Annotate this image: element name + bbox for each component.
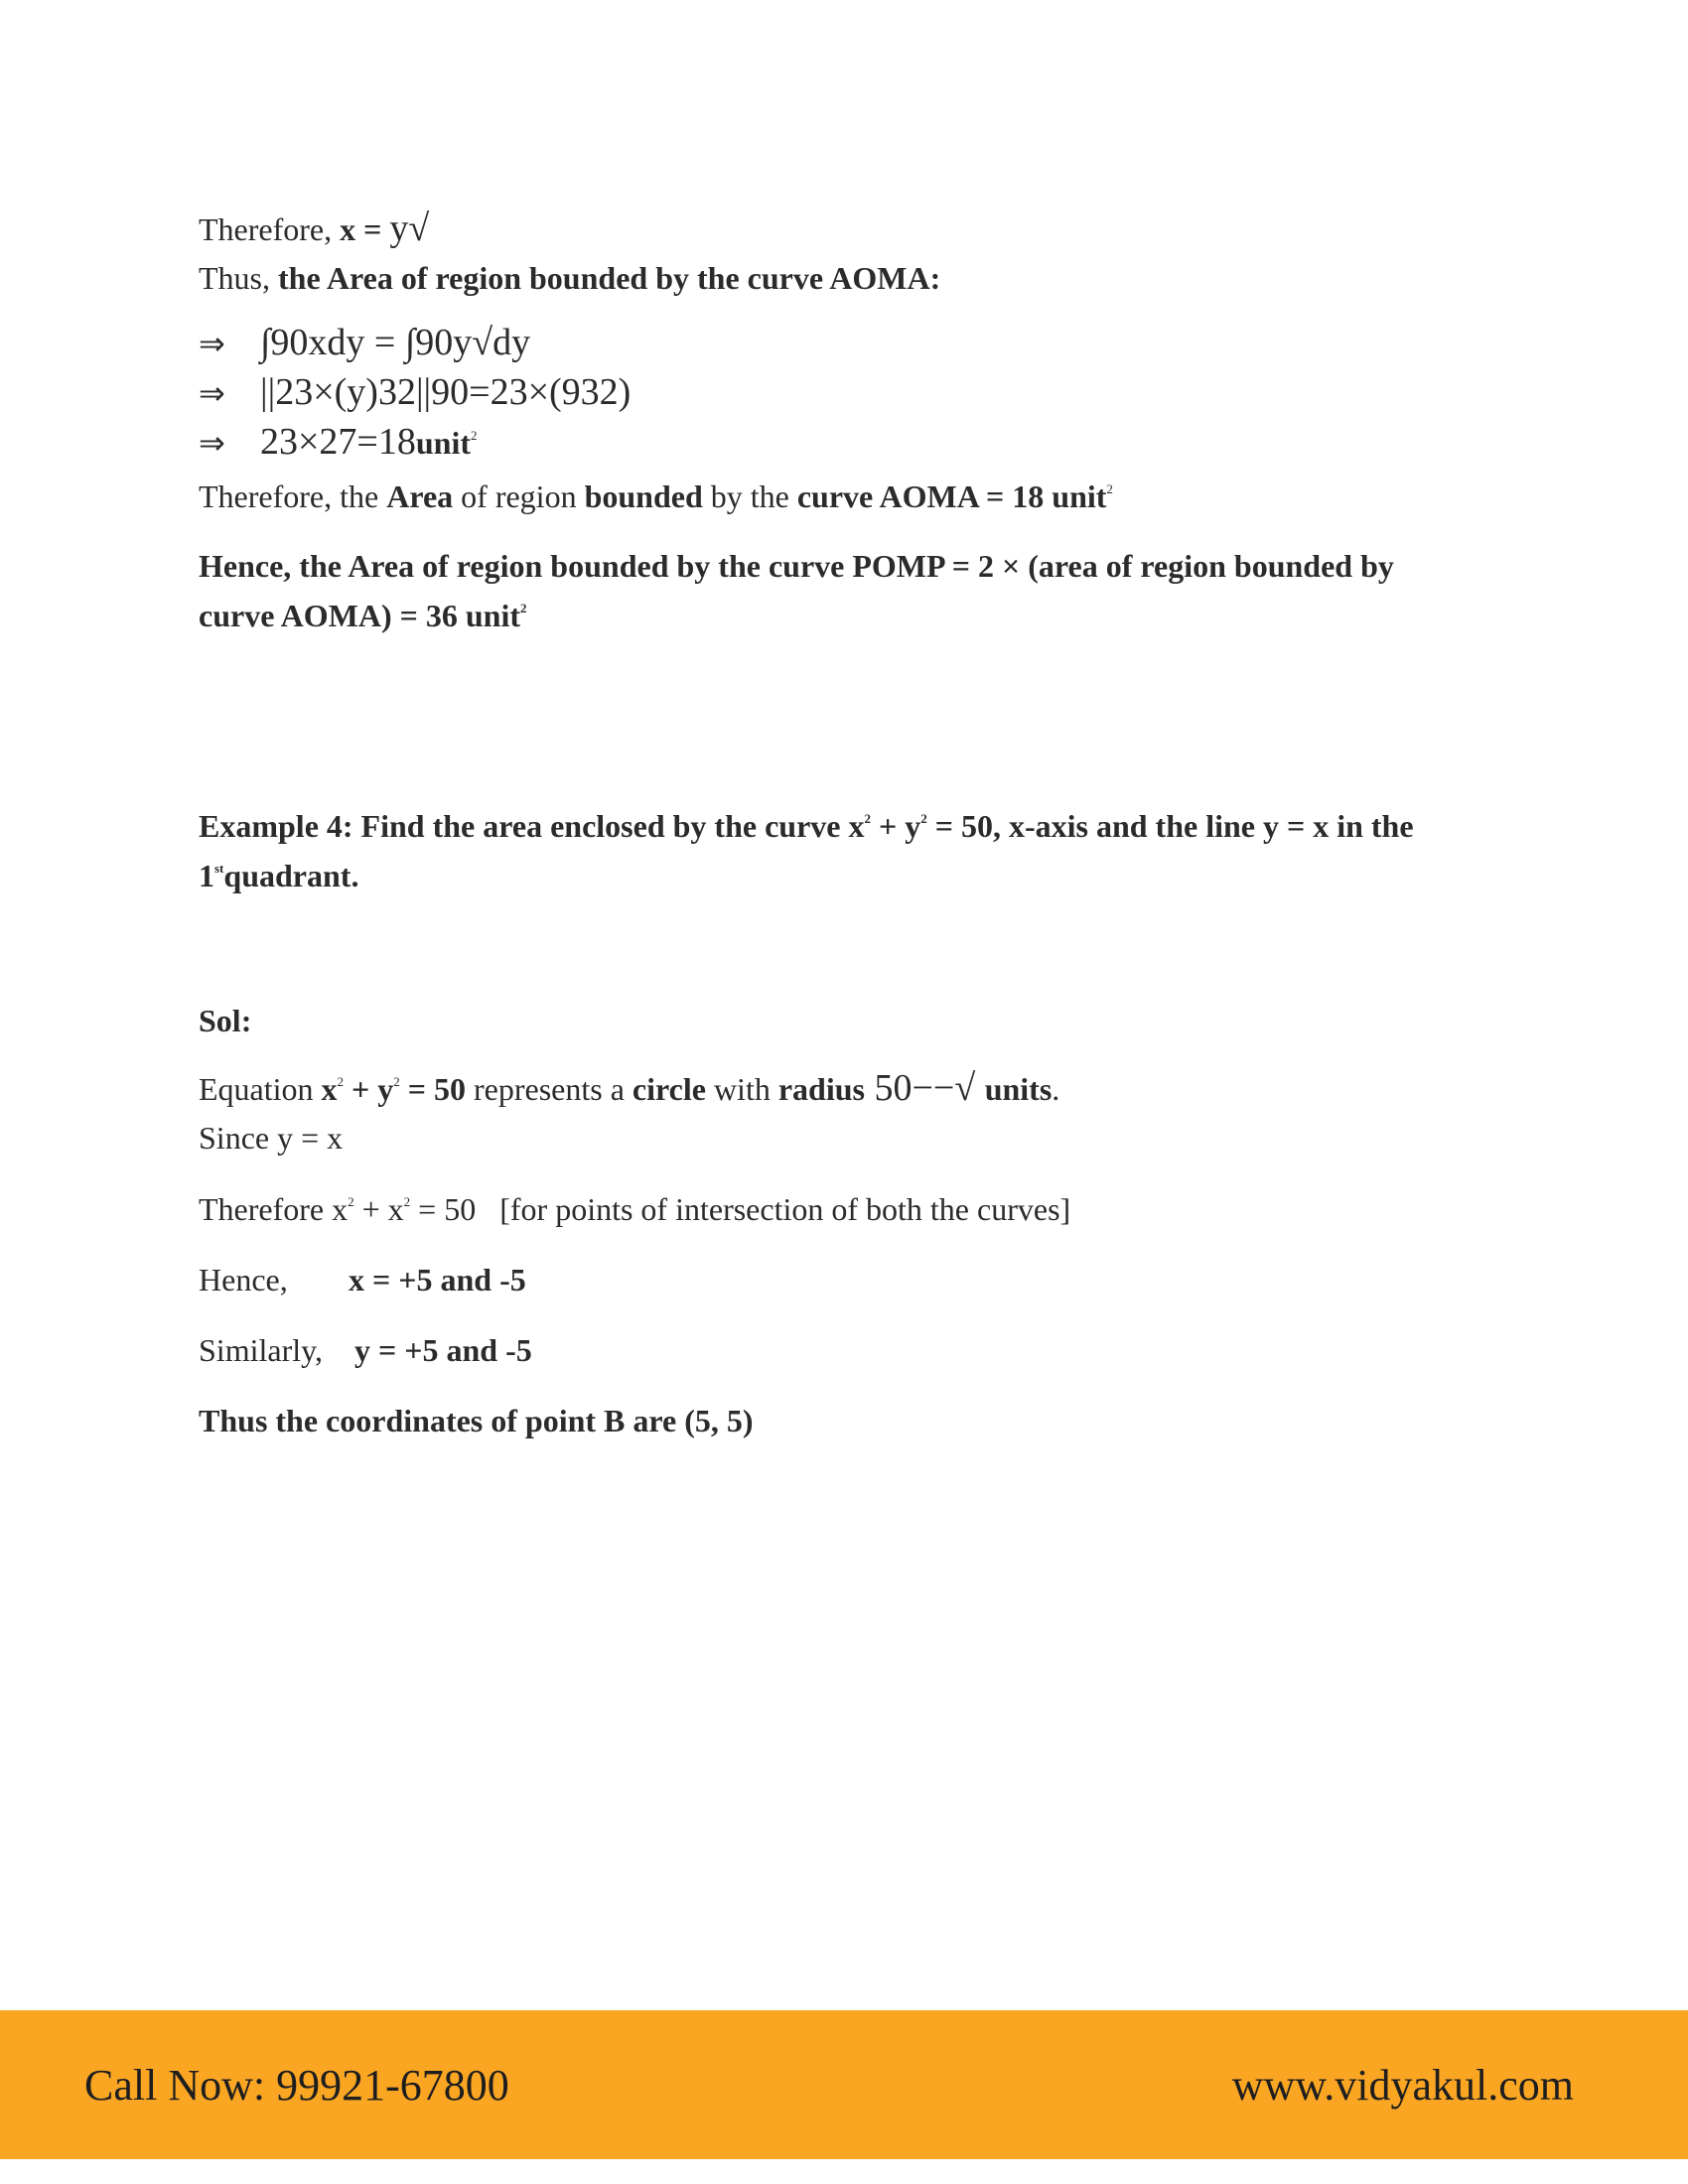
similarly-y-line: Similarly, y = +5 and -5 <box>199 1332 532 1368</box>
implies-arrow-icon: ⇒ <box>199 424 225 462</box>
footer-banner <box>0 2010 1688 2159</box>
step-1: ⇒ ∫90xdy = ∫90y√dy <box>199 322 531 363</box>
website-link[interactable]: www.vidyakul.com <box>1231 2061 1574 2110</box>
implies-arrow-icon: ⇒ <box>199 374 225 412</box>
aoma-result-line: Therefore, the Area of region bounded by the curve AOMA = 18 unit$^2$ <box>199 478 1113 514</box>
intersection-line: Therefore $x^2 + x^2 = 50$ [for points of intersection of both the curves] <box>199 1191 1071 1227</box>
example-4-question: Example 4: Find the area enclosed by the curve $x^2 + y^2 = 50$, x-axis and the line y = x in the 1stquadrant. <box>199 808 1414 893</box>
therefore-x-line: Therefore, x = y√ <box>199 207 430 249</box>
step-2: ⇒ ||23×(y)32||90=23×(932) <box>199 371 632 413</box>
area-heading-line: Thus, the Area of region bounded by the curve AOMA: <box>199 260 941 296</box>
equation-line: Equation $x^2 + y^2 = 50$ represents a circle with radius 50−−√ units. <box>199 1067 1060 1109</box>
coordinates-line: Thus the coordinates of point B are (5, 5) <box>199 1403 754 1438</box>
call-now-text: Call Now: 99921-67800 <box>84 2061 509 2110</box>
pomp-result-paragraph: Hence, the Area of region bounded by the curve POMP = 2 × (area of region bounded by curve AOMA) = 36 unit$^2$ <box>199 548 1394 633</box>
step-3: ⇒ 23×27=18unit$^2$ <box>199 421 478 463</box>
hence-x-line: Hence, x = +5 and -5 <box>199 1262 526 1297</box>
solution-label: Sol: <box>199 1003 252 1038</box>
implies-arrow-icon: ⇒ <box>199 325 225 362</box>
since-line: Since y = x <box>199 1120 344 1156</box>
